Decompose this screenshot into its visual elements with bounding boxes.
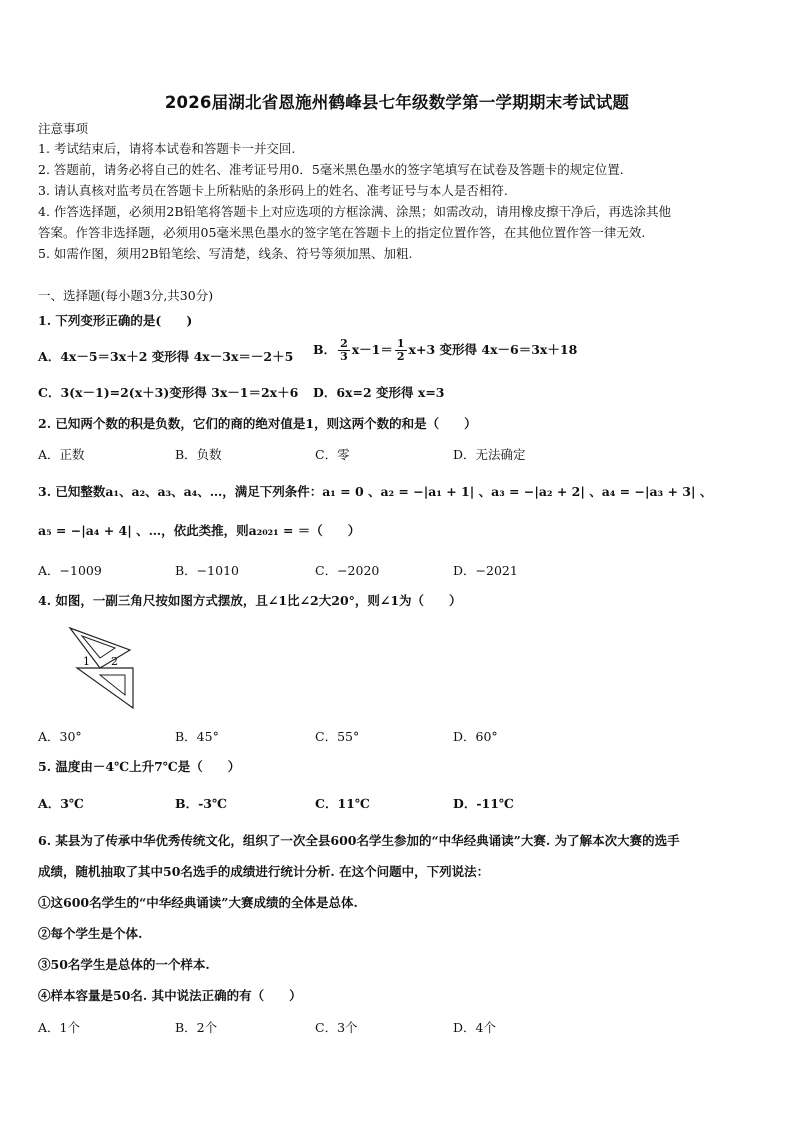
q4-option-c: C．55° [315,729,360,744]
section-heading: 一、选择题(每小题3分,共30分) [38,288,214,303]
angle-1-label: 1 [83,655,90,668]
question-4-stem: 4. 如图，一副三角尺按如图方式摆放，且∠1比∠2大20°，则∠1为（ ） [38,593,462,608]
question-2-options [38,445,758,463]
notice-heading: 注意事项 [38,121,89,136]
q4-option-a: A．30° [38,729,82,744]
question-6-statement-1: ①这600名学生的“中华经典诵读”大赛成绩的全体是总体. [38,895,358,910]
question-3-stem-line2: a₅ = −|a₄ + 4| 、…，依此类推，则a₂₀₂₁ = ＝（ ） [38,523,361,538]
q1-option-b-mid: x－1＝ [351,342,393,357]
angle-2-label: 2 [111,655,118,668]
notice-item-1: 1. 考试结束后，请将本试卷和答题卡一并交回. [38,141,296,156]
triangle-rulers-figure [55,620,150,715]
q5-option-b: B．-3℃ [175,796,227,811]
q3-option-c: C．−2020 [315,563,380,578]
q5-option-d: D．-11℃ [453,796,514,811]
q3-option-d: D．−2021 [453,563,518,578]
q6-option-c: C．3个 [315,1020,358,1035]
notice-item-4-cont: 答案。作答非选择题，必须用05毫米黑色墨水的签字笔在答题卡上的指定位置作答，在其他位置作答一律无效. [38,225,646,240]
set-square-bottom-inner [100,675,125,695]
q1-option-b-prefix: B． [313,342,337,357]
q4-option-b: B．45° [175,729,219,744]
q6-option-d: D．4个 [453,1020,496,1035]
q1-option-b [313,338,577,363]
question-6-stem-line1: 6. 某县为了传承中华优秀传统文化，组织了一次全县600名学生参加的“中华经典诵读”大赛. 为了解本次大赛的选手 [38,833,680,848]
question-3-stem-line1: 3. 已知整数a₁、a₂、a₃、a₄、…，满足下列条件：a₁ = 0 、a₂ = −|a₁ + 1| 、a₃ = −|a₂ + 2| 、a₄ = −|a₃ + 3| 、 [38,484,713,499]
question-6-statement-2: ②每个学生是个体. [38,926,143,941]
q5-option-a: A．3℃ [38,796,84,811]
q3-option-b: B．−1010 [175,563,239,578]
question-5-options [38,794,758,812]
question-6-stem-line2: 成绩，随机抽取了其中50名选手的成绩进行统计分析. 在这个问题中，下列说法： [38,864,490,879]
question-6-options [38,1018,758,1036]
q2-option-d: D．无法确定 [453,447,526,462]
question-4-options [38,727,758,745]
question-6-statement-3: ③50名学生是总体的一个样本. [38,957,210,972]
q1-frac-2 [395,338,407,363]
q6-option-b: B．2个 [175,1020,218,1035]
q1-option-a: A．4x－5＝3x＋2 变形得 4x－3x＝－2＋5 [38,349,294,364]
question-3-options [38,561,758,579]
q1-frac-1 [338,338,350,363]
q3-option-a: A．−1009 [38,563,102,578]
q1-frac-2-den: 2 [396,350,405,363]
set-square-top [70,628,130,668]
q1-frac-1-num: 2 [340,337,348,350]
question-2-stem: 2. 已知两个数的积是负数，它们的商的绝对值是1，则这两个数的和是（ ） [38,416,477,431]
q1-option-c: C．3(x－1)=2(x＋3)变形得 3x－1＝2x＋6 [38,385,299,400]
question-1-options-row2 [38,383,758,401]
q2-option-a: A．正数 [38,447,85,462]
q2-option-b: B．负数 [175,447,222,462]
notice-item-5: 5. 如需作图，须用2B铅笔绘、写清楚，线条、符号等须加黑、加粗. [38,246,413,261]
q1-option-b-suffix: x+3 变形得 4x－6＝3x＋18 [408,342,578,357]
q6-option-a: A．1个 [38,1020,80,1035]
page-title: 2026届湖北省恩施州鹤峰县七年级数学第一学期期末考试试题 [164,93,630,112]
q2-option-c: C．零 [315,447,350,462]
notice-item-2: 2. 答题前，请务必将自己的姓名、准考证号用0．5毫米黑色墨水的签字笔填写在试卷及答题卡的规定位置. [38,162,624,177]
notice-item-3: 3. 请认真核对监考员在答题卡上所粘贴的条形码上的姓名、准考证号与本人是否相符. [38,183,508,198]
question-6-statement-4: ④样本容量是50名. 其中说法正确的有（ ） [38,988,302,1003]
question-1-options-row1 [38,337,758,365]
q5-option-c: C．11℃ [315,796,370,811]
q4-option-d: D．60° [453,729,498,744]
notice-item-4: 4. 作答选择题，必须用2B铅笔将答题卡上对应选项的方框涂满、涂黑；如需改动，请用橡皮擦干净后，再选涂其他 [38,204,672,219]
q1-frac-2-num: 1 [396,337,405,350]
q1-frac-1-den: 3 [340,350,348,363]
question-5-stem: 5. 温度由－4℃上升7℃是（ ） [38,759,241,774]
question-1-stem: 1. 下列变形正确的是( ) [38,313,193,328]
q1-option-d: D．6x=2 变形得 x=3 [313,385,445,400]
